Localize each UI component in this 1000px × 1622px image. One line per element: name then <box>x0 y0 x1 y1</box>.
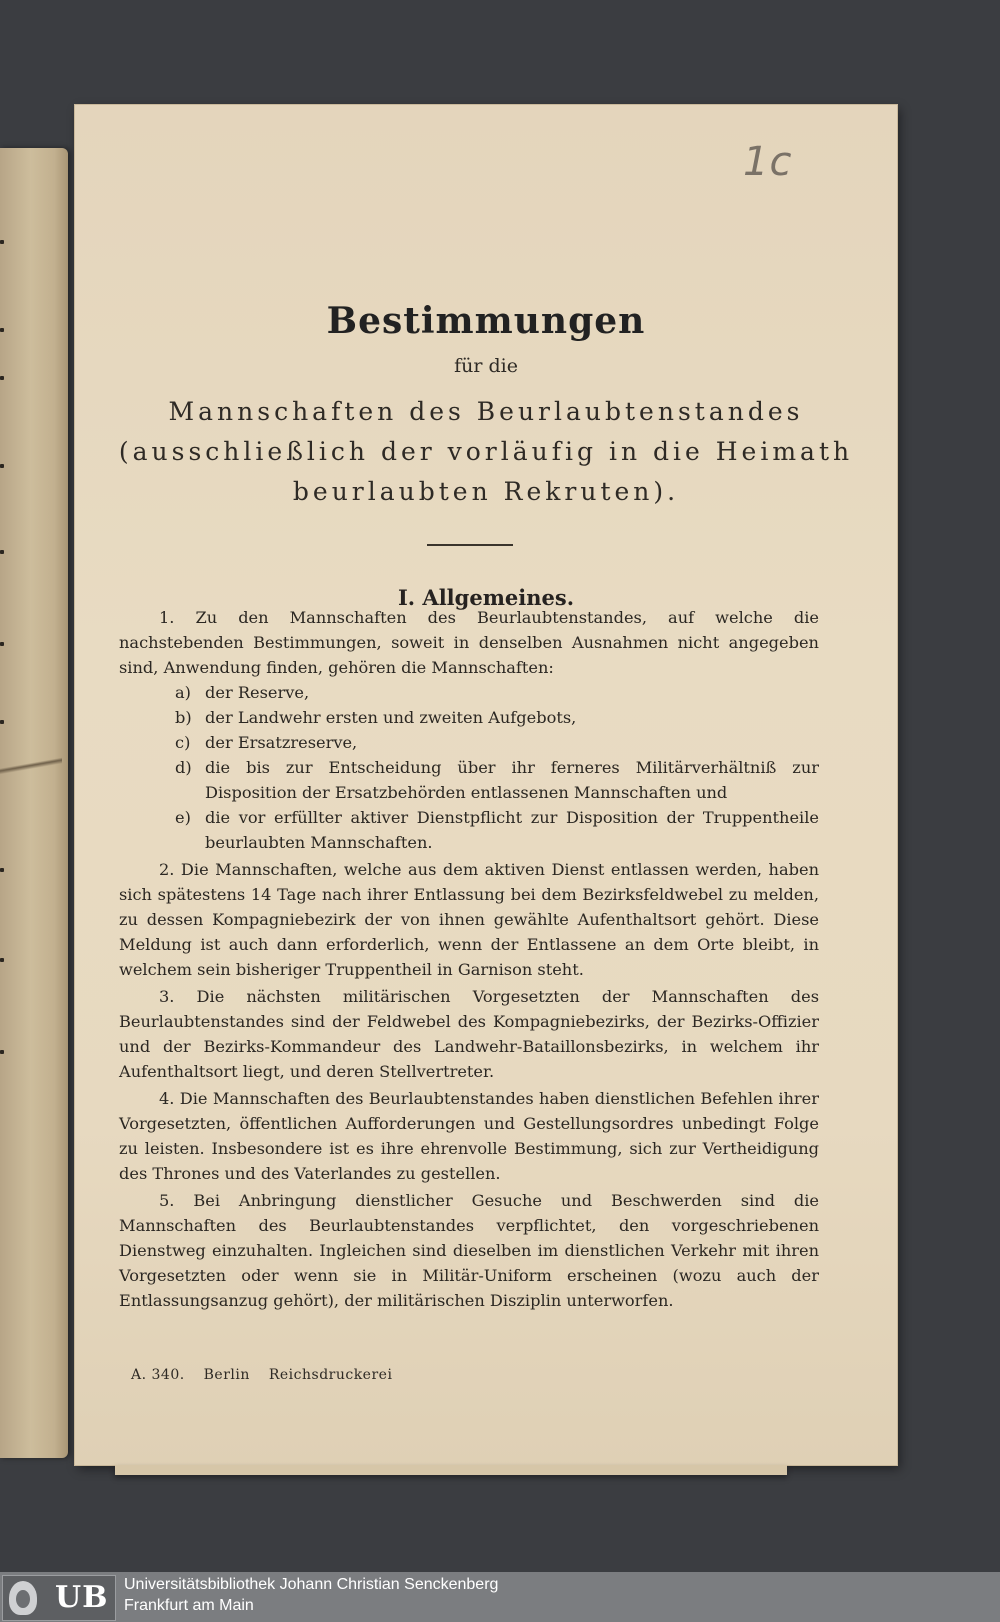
binding-mark <box>0 240 4 244</box>
list-text: der Ersatzreserve, <box>205 733 358 752</box>
paragraph-1: 1. Zu den Mannschaften des Beurlaubtenstandes, auf welche die nachstebenden Bestimmungen, soweit in denselben Ausnahmen nicht angegeben sind, Anwendung finden, gehören die Mannschaften: <box>119 608 819 677</box>
binding-mark <box>0 328 4 332</box>
list-item <box>119 755 819 805</box>
body-text <box>119 605 819 1313</box>
institution-location: Frankfurt am Main <box>124 1597 254 1614</box>
institution-name: Universitätsbibliothek Johann Christian Senckenberg <box>124 1576 499 1593</box>
subtitle-line-2: (ausschließlich der vorläufig in die Heimath <box>118 437 854 466</box>
paragraph-5: 5. Bei Anbringung dienstlicher Gesuche und Beschwerden sind die Mannschaften des Beurlaubtenstandes verpflichtet, den vorgeschriebenen Dienstweg einzuhalten. Ingleichen sind dieselben im dienstlichen Verkehr mit ihren Vorgesetzten oder wenn sie in Militär-Uniform erscheinen (wozu auch der Entlassungsanzug gehört), der militärischen Disziplin unterworfen. <box>119 1191 819 1310</box>
list-marker: d) <box>175 758 192 777</box>
binding-mark <box>0 376 4 380</box>
list-text: der Landwehr ersten und zweiten Aufgebots, <box>205 708 577 727</box>
document-page <box>75 105 897 1465</box>
list-marker: c) <box>175 733 191 752</box>
subtitle-connector: für die <box>454 355 518 377</box>
list-marker: e) <box>175 808 191 827</box>
divider-rule <box>427 544 513 546</box>
binding-mark <box>0 958 4 962</box>
imprint-printer: Reichsdruckerei <box>268 1367 393 1383</box>
binding-mark <box>0 720 4 724</box>
library-banner <box>0 1572 1000 1622</box>
binding-mark <box>0 642 4 646</box>
page-lower-edge <box>115 1465 787 1475</box>
list-item <box>119 730 819 755</box>
imprint-city: Berlin <box>203 1367 250 1383</box>
binding-mark <box>0 550 4 554</box>
document-title: Bestimmungen <box>326 300 646 342</box>
list-marker: b) <box>175 708 192 727</box>
list-item <box>119 805 819 855</box>
list-text: der Reserve, <box>205 683 310 702</box>
list-item <box>119 705 819 730</box>
list-text: die bis zur Entscheidung über ihr ferneres Militärverhältniß zur Disposition der Ersatzbehörden entlassenen Mannschaften und <box>205 758 819 802</box>
paragraph-2: 2. Die Mannschaften, welche aus dem aktiven Dienst entlassen werden, haben sich spätestens 14 Tage nach ihrer Entlassung bei dem Bezirksfeldwebel zu melden, zu dessen Kompagniebezirk der von ihnen gewählte Aufenthaltsort gehört. Diese Meldung ist auch dann erforderlich, wenn der Entlassene an dem Orte bleibt, in welchem sein bisheriger Truppentheil in Garnison steht. <box>119 860 819 979</box>
facing-page-edge <box>0 148 68 1458</box>
binding-mark <box>0 1050 4 1054</box>
printer-imprint <box>131 1367 406 1383</box>
subtitle-line-1: Mannschaften des Beurlaubtenstandes <box>168 397 804 426</box>
section-heading: I. Allgemeines. <box>397 585 575 610</box>
paragraph-4: 4. Die Mannschaften des Beurlaubtenstandes haben dienstlichen Befehlen ihrer Vorgesetzten, öffentlichen Aufforderungen und Gestellungsordres unbedingt Folge zu leisten. Insbesondere ist es ihre ehrenvolle Bestimmung, sich zur Vertheidigung des Thrones und des Vaterlandes zu gestellen. <box>119 1089 819 1183</box>
form-code: A. 340. <box>131 1367 185 1383</box>
handwritten-shelf-mark: 1c <box>743 139 793 185</box>
subtitle-line-3: beurlaubten Rekruten). <box>292 477 680 506</box>
paragraph-3: 3. Die nächsten militärischen Vorgesetzten der Mannschaften des Beurlaubtenstandes sind der Feldwebel des Kompagniebezirks, der Bezirks-Offizier und der Bezirks-Kommandeur des Landwehr-Bataillonsbezirks, in welchem ihr Aufenthaltsort liegt, und deren Stellvertreter. <box>119 987 819 1081</box>
library-logo[interactable] <box>2 1575 116 1621</box>
portrait-icon <box>9 1581 37 1615</box>
list-text: die vor erfüllter aktiver Dienstpflicht zur Disposition der Truppentheile beurlaubten Mannschaften. <box>205 808 819 852</box>
list-item <box>119 680 819 705</box>
list-marker: a) <box>175 683 191 702</box>
logo-text: UB <box>55 1580 109 1615</box>
binding-mark <box>0 868 4 872</box>
binding-mark <box>0 464 4 468</box>
page-tear <box>0 748 62 788</box>
